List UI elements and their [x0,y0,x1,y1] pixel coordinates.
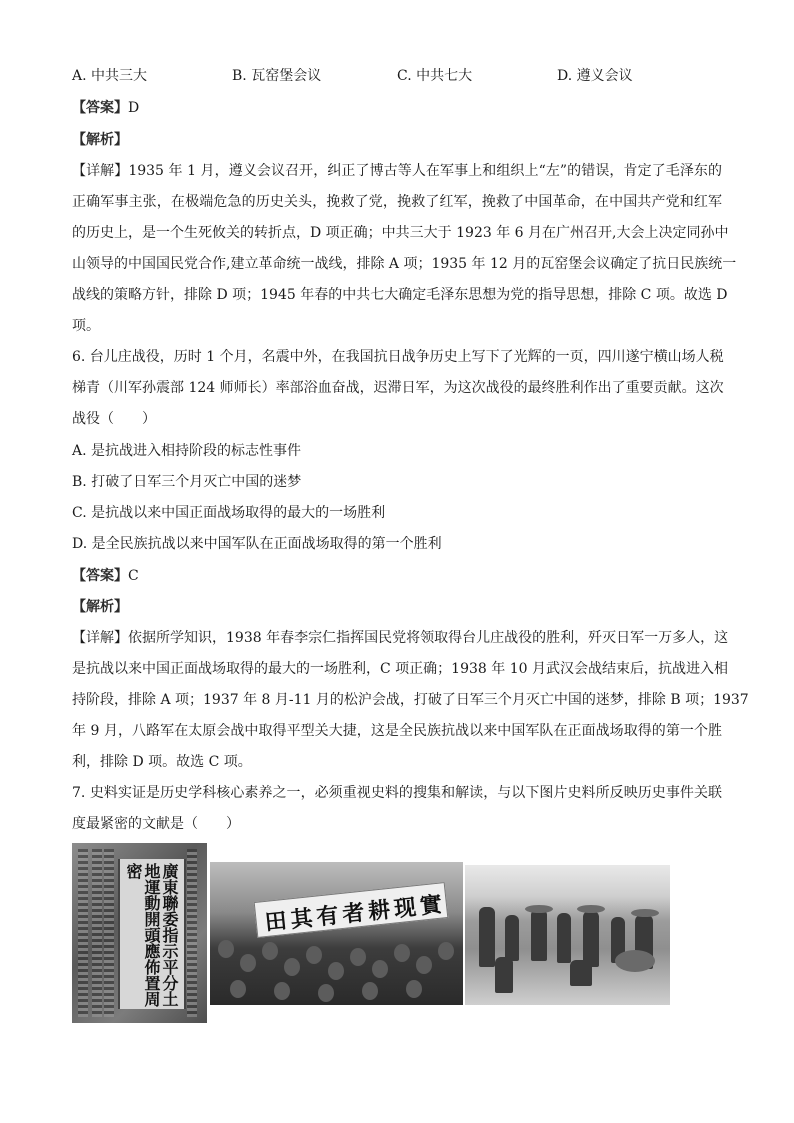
q5-option-c: C. 中共七大 [397,68,473,84]
q5-option-a: A. 中共三大 [72,68,148,84]
q6-detail-line: 持阶段，排除 A 项；1937 年 8 月-11 月的松沪会战，打破了日军三个月灭亡中国的迷梦，排除 B 项；1937 [72,692,749,708]
banner-text: 田其有者耕现實 [263,891,448,937]
q6-answer [72,566,139,586]
q5-detail-line: 项。 [72,318,100,334]
crowd-banner-image [210,862,463,1005]
q5-answer [72,98,139,118]
q7-stem-line: 7. 史料实证是历史学科核心素养之一，必须重视史料的搜集和解读，与以下图片史料所反映历史事件关联 [72,785,722,801]
field-gathering-image [465,865,670,1005]
q5-detail-line: 山领导的中国国民党合作,建立革命统一战线，排除 A 项；1935 年 12 月的瓦窑堡会议确定了抗日民族统一 [72,256,737,272]
q6-detail-line: 年 9 月，八路军在太原会战中取得平型关大捷，这是全民族抗战以来中国军队在正面战场取得的第一个胜 [72,723,722,739]
q6-option-b: B. 打破了日军三个月灭亡中国的迷梦 [72,474,302,490]
q5-detail-line: 正确军事主张，在极端危急的历史关头，挽救了党，挽救了红军，挽救了中国革命，在中国共产党和红军 [72,194,722,210]
q6-analysis-label: 【解析】 [72,599,128,615]
q6-stem-line: 梯青（川军孙震部 124 师师长）率部浴血奋战，迟滞日军，为这次战役的最终胜利作出了重要贡献。这次 [72,380,724,396]
answer-label: 【答案】 [72,568,128,584]
newspaper-headline: 廣東聯委指示平分土地運動開頭應佈置周密 [124,863,179,1007]
q5-analysis-label: 【解析】 [72,132,128,148]
q6-option-c: C. 是抗战以来中国正面战场取得的最大的一场胜利 [72,505,386,521]
q5-detail-line: 【详解】1935 年 1 月，遵义会议召开，纠正了博古等人在军事上和组织上“左”的错误，肯定了毛泽东的 [72,163,722,179]
newspaper-clipping-image [72,843,207,1023]
answer-value: C [128,568,139,584]
q5-option-d: D. 遵义会议 [557,68,633,84]
answer-label: 【答案】 [72,100,128,116]
q5-option-b: B. 瓦窑堡会议 [232,68,322,84]
banner [254,882,449,938]
q7-stem-line: 度最紧密的文献是（ ） [72,816,240,832]
q6-stem-line: 战役（ ） [72,411,156,427]
q6-detail-line: 利，排除 D 项。故选 C 项。 [72,754,252,770]
q6-detail-line: 是抗战以来中国正面战场取得的最大的一场胜利，C 项正确；1938 年 10 月武汉会战结束后，抗战进入相 [72,661,728,677]
q6-stem-line: 6. 台儿庄战役，历时 1 个月，名震中外，在我国抗日战争历史上写下了光辉的一页，四川遂宁横山场人税 [72,349,724,365]
q5-detail-line: 的历史上，是一个生死攸关的转折点，D 项正确；中共三大于 1923 年 6 月在广州召开,大会上决定同孙中 [72,225,729,241]
q6-detail-line: 【详解】依据所学知识，1938 年春李宗仁指挥国民党将领取得台儿庄战役的胜利，歼灭日军一万多人，这 [72,630,729,646]
q5-detail-line: 战线的策略方针，排除 D 项；1945 年春的中共七大确定毛泽东思想为党的指导思想，排除 C 项。故选 D [72,287,728,303]
answer-value: D [128,100,140,116]
q6-option-a: A. 是抗战进入相持阶段的标志性事件 [72,443,302,459]
q6-option-d: D. 是全民族抗战以来中国军队在正面战场取得的第一个胜利 [72,536,442,552]
